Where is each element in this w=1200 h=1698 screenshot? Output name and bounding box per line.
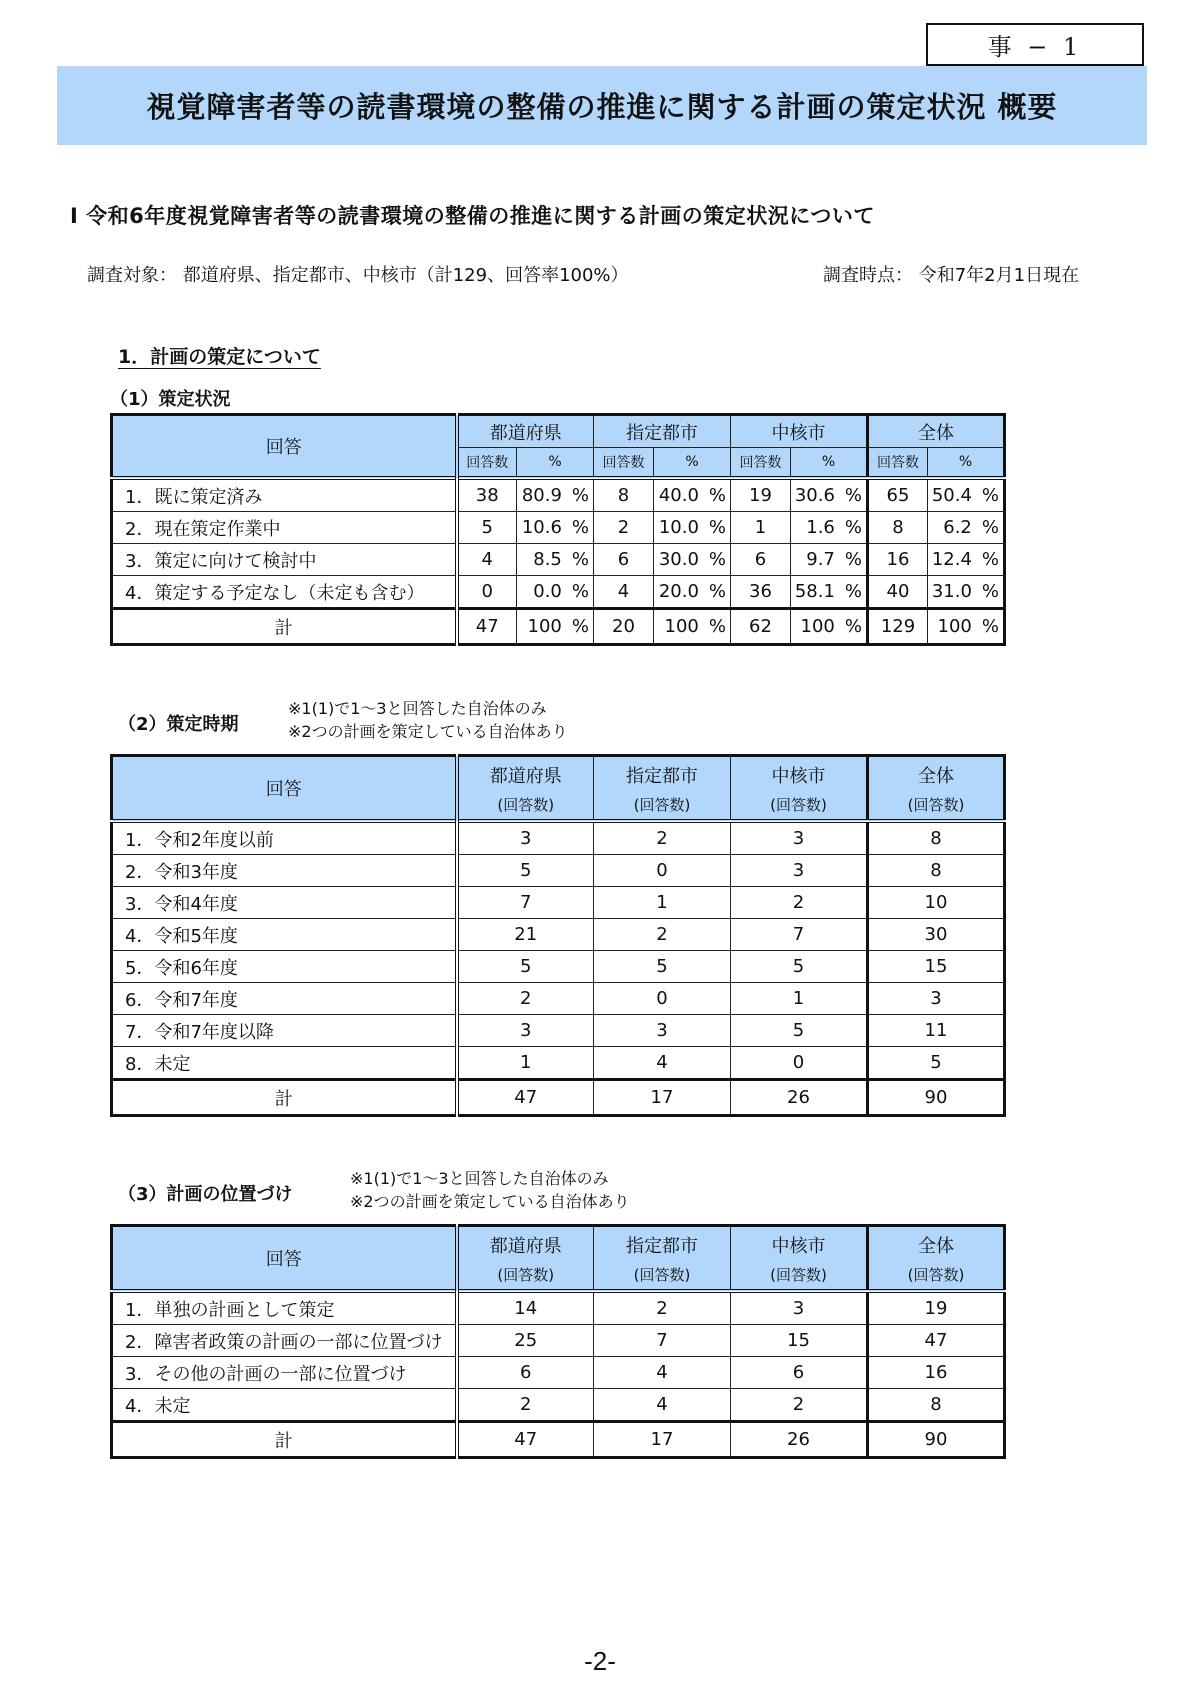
percent-value: 1.6: [806, 517, 835, 538]
col-header-designated-cities: 指定都市 (回答数): [594, 756, 731, 822]
percent-unit: %: [981, 616, 999, 637]
percent-cell: [654, 609, 731, 645]
table2-notes: [288, 697, 568, 743]
row-label: 1．令和2年度以前: [112, 821, 457, 855]
total-row: [112, 609, 1005, 645]
count-cell: 15: [868, 951, 1005, 983]
document-code-badge: 事 − 1: [926, 23, 1144, 66]
total-row: [112, 1422, 1005, 1458]
count-subheader: 回答数: [868, 448, 928, 479]
percent-unit: %: [708, 581, 726, 602]
row-label: 計: [112, 1422, 457, 1458]
percent-value: 12.4: [931, 549, 972, 570]
count-cell: 4: [594, 1047, 731, 1080]
percent-unit: %: [708, 616, 726, 637]
count-cell: 6: [731, 1357, 868, 1389]
percent-value: 100: [937, 616, 972, 637]
count-cell: 5: [731, 1015, 868, 1047]
percent-unit: %: [571, 581, 589, 602]
count-cell: 19: [731, 478, 791, 512]
section-heading: Ⅰ 令和6年度視覚障害者等の読書環境の整備の推進に関する計画の策定状況について: [70, 204, 875, 228]
count-cell: 47: [457, 1080, 594, 1116]
count-cell: 17: [594, 1080, 731, 1116]
table-row: [112, 1357, 1005, 1389]
count-cell: 40: [868, 576, 928, 609]
count-cell: 0: [594, 855, 731, 887]
table1-title: （1）策定状況: [110, 389, 231, 410]
percent-value: 30.0: [658, 549, 699, 570]
percent-unit: %: [571, 485, 589, 506]
count-cell: 1: [594, 887, 731, 919]
percent-subheader: %: [928, 448, 1005, 479]
count-cell: 47: [457, 1422, 594, 1458]
percent-cell: [928, 576, 1005, 609]
percent-unit: %: [708, 549, 726, 570]
table-row: [112, 1389, 1005, 1422]
percent-unit: %: [844, 517, 862, 538]
table3-title: （3）計画の位置づけ: [118, 1184, 293, 1205]
count-cell: 3: [594, 1015, 731, 1047]
percent-subheader: %: [654, 448, 731, 479]
percent-value: 20.0: [658, 581, 699, 602]
table-row: [112, 1047, 1005, 1080]
table3-note-2: ※2つの計画を策定している自治体あり: [350, 1192, 630, 1211]
count-cell: 2: [731, 887, 868, 919]
percent-subheader: %: [517, 448, 594, 479]
percent-value: 50.4: [931, 485, 972, 506]
table-row: [112, 512, 1005, 544]
percent-unit: %: [844, 485, 862, 506]
count-subheader: 回答数: [457, 448, 517, 479]
row-label: 6．令和7年度: [112, 983, 457, 1015]
row-label: 3．その他の計画の一部に位置づけ: [112, 1357, 457, 1389]
row-label: 2．障害者政策の計画の一部に位置づけ: [112, 1325, 457, 1357]
count-cell: 1: [731, 983, 868, 1015]
count-cell: 10: [868, 887, 1005, 919]
percent-value: 31.0: [931, 581, 972, 602]
col-header-core-cities: 中核市 (回答数): [731, 1226, 868, 1292]
percent-value: 58.1: [794, 581, 835, 602]
percent-unit: %: [981, 517, 999, 538]
count-cell: 2: [457, 1389, 594, 1422]
row-label: 2．令和3年度: [112, 855, 457, 887]
count-cell: 4: [594, 1389, 731, 1422]
table-row: [112, 576, 1005, 609]
count-cell: 3: [731, 855, 868, 887]
percent-cell: [654, 544, 731, 576]
answer-header: 回答: [112, 415, 457, 479]
count-cell: 16: [868, 1357, 1005, 1389]
count-cell: 25: [457, 1325, 594, 1357]
count-cell: 11: [868, 1015, 1005, 1047]
count-cell: 17: [594, 1422, 731, 1458]
col-header-total: 全体 (回答数): [868, 756, 1005, 822]
count-subheader: 回答数: [731, 448, 791, 479]
answer-header: 回答: [112, 756, 457, 822]
row-label: 1．単独の計画として策定: [112, 1291, 457, 1325]
count-cell: 30: [868, 919, 1005, 951]
count-cell: 2: [594, 512, 654, 544]
count-cell: 4: [457, 544, 517, 576]
count-cell: 8: [868, 512, 928, 544]
percent-unit: %: [571, 517, 589, 538]
count-cell: 90: [868, 1422, 1005, 1458]
count-cell: 4: [594, 576, 654, 609]
count-cell: 15: [731, 1325, 868, 1357]
count-cell: 8: [868, 821, 1005, 855]
total-row: [112, 1080, 1005, 1116]
count-cell: 62: [731, 609, 791, 645]
answer-header: 回答: [112, 1226, 457, 1292]
table-row: [112, 544, 1005, 576]
row-label: 4．策定する予定なし（未定も含む）: [112, 576, 457, 609]
percent-value: 100: [800, 616, 835, 637]
col-header-designated-cities: 指定都市 (回答数): [594, 1226, 731, 1292]
table-plan-timing: [110, 754, 1006, 1117]
count-cell: 6: [594, 544, 654, 576]
percent-unit: %: [981, 581, 999, 602]
col-header-prefectures: 都道府県 (回答数): [457, 1226, 594, 1292]
percent-cell: [928, 544, 1005, 576]
count-cell: 16: [868, 544, 928, 576]
table-plan-positioning: [110, 1224, 1006, 1459]
table-row: [112, 1015, 1005, 1047]
count-cell: 26: [731, 1080, 868, 1116]
count-cell: 38: [457, 478, 517, 512]
percent-unit: %: [708, 517, 726, 538]
row-label: 計: [112, 1080, 457, 1116]
percent-subheader: %: [791, 448, 868, 479]
table-row: [112, 855, 1005, 887]
row-label: 3．策定に向けて検討中: [112, 544, 457, 576]
count-cell: 3: [457, 821, 594, 855]
col-header-prefectures: 都道府県 (回答数): [457, 756, 594, 822]
count-cell: 5: [457, 855, 594, 887]
table2-note-2: ※2つの計画を策定している自治体あり: [288, 722, 568, 741]
percent-cell: [517, 478, 594, 512]
table-row: [112, 821, 1005, 855]
percent-cell: [517, 576, 594, 609]
percent-cell: [791, 576, 868, 609]
percent-cell: [791, 478, 868, 512]
count-cell: 8: [868, 855, 1005, 887]
table-row: [112, 1325, 1005, 1357]
row-label: 2．現在策定作業中: [112, 512, 457, 544]
percent-cell: [517, 609, 594, 645]
percent-value: 6.2: [943, 517, 972, 538]
row-label: 計: [112, 609, 457, 645]
table-row: [112, 951, 1005, 983]
col-header-core-cities: 中核市 (回答数): [731, 756, 868, 822]
count-cell: 129: [868, 609, 928, 645]
count-cell: 5: [457, 951, 594, 983]
percent-cell: [654, 478, 731, 512]
count-cell: 0: [457, 576, 517, 609]
count-cell: 2: [594, 919, 731, 951]
percent-value: 80.9: [521, 485, 562, 506]
count-cell: 2: [594, 1291, 731, 1325]
count-cell: 3: [731, 821, 868, 855]
percent-cell: [791, 512, 868, 544]
count-cell: 5: [868, 1047, 1005, 1080]
count-cell: 1: [457, 1047, 594, 1080]
count-cell: 6: [457, 1357, 594, 1389]
survey-target: 調査対象： 都道府県、指定都市、中核市（計129、回答率100%）: [87, 265, 629, 286]
count-cell: 3: [457, 1015, 594, 1047]
count-cell: 20: [594, 609, 654, 645]
table3-note-1: ※1(1)で1～3と回答した自治体のみ: [350, 1169, 609, 1188]
count-cell: 19: [868, 1291, 1005, 1325]
count-cell: 5: [594, 951, 731, 983]
count-cell: 36: [731, 576, 791, 609]
percent-cell: [928, 609, 1005, 645]
count-cell: 5: [457, 512, 517, 544]
count-cell: 7: [457, 887, 594, 919]
col-header-total: 全体 (回答数): [868, 1226, 1005, 1292]
count-cell: 47: [868, 1325, 1005, 1357]
count-cell: 7: [731, 919, 868, 951]
count-cell: 65: [868, 478, 928, 512]
count-cell: 7: [594, 1325, 731, 1357]
percent-cell: [928, 512, 1005, 544]
percent-unit: %: [981, 549, 999, 570]
table3-notes: [350, 1167, 630, 1213]
count-cell: 26: [731, 1422, 868, 1458]
count-cell: 6: [731, 544, 791, 576]
percent-cell: [791, 609, 868, 645]
percent-value: 100: [527, 616, 562, 637]
percent-cell: [654, 576, 731, 609]
percent-unit: %: [844, 616, 862, 637]
row-label: 7．令和7年度以降: [112, 1015, 457, 1047]
percent-value: 8.5: [533, 549, 562, 570]
count-cell: 21: [457, 919, 594, 951]
percent-unit: %: [844, 581, 862, 602]
page-number: -2-: [584, 1646, 616, 1676]
count-cell: 2: [594, 821, 731, 855]
table-row: [112, 887, 1005, 919]
percent-value: 40.0: [658, 485, 699, 506]
percent-cell: [791, 544, 868, 576]
table-row: [112, 478, 1005, 512]
row-label: 4．未定: [112, 1389, 457, 1422]
percent-value: 100: [664, 616, 699, 637]
count-cell: 3: [731, 1291, 868, 1325]
row-label: 8．未定: [112, 1047, 457, 1080]
count-cell: 90: [868, 1080, 1005, 1116]
percent-cell: [517, 512, 594, 544]
table-row: [112, 919, 1005, 951]
count-cell: 8: [594, 478, 654, 512]
count-cell: 4: [594, 1357, 731, 1389]
table-plan-status: [110, 413, 1006, 646]
percent-unit: %: [981, 485, 999, 506]
percent-unit: %: [844, 549, 862, 570]
count-cell: 8: [868, 1389, 1005, 1422]
count-cell: 2: [457, 983, 594, 1015]
survey-date: 調査時点： 令和7年2月1日現在: [823, 265, 1080, 286]
count-cell: 2: [731, 1389, 868, 1422]
row-label: 1．既に策定済み: [112, 478, 457, 512]
count-cell: 0: [731, 1047, 868, 1080]
count-subheader: 回答数: [594, 448, 654, 479]
percent-value: 10.0: [658, 517, 699, 538]
row-label: 3．令和4年度: [112, 887, 457, 919]
table2-note-1: ※1(1)で1～3と回答した自治体のみ: [288, 699, 547, 718]
count-cell: 3: [868, 983, 1005, 1015]
percent-unit: %: [571, 549, 589, 570]
row-label: 5．令和6年度: [112, 951, 457, 983]
percent-cell: [654, 512, 731, 544]
percent-value: 0.0: [533, 581, 562, 602]
col-header-core-cities: 中核市: [731, 415, 868, 448]
count-cell: 0: [594, 983, 731, 1015]
percent-cell: [928, 478, 1005, 512]
count-cell: 5: [731, 951, 868, 983]
count-cell: 14: [457, 1291, 594, 1325]
table-row: [112, 983, 1005, 1015]
percent-unit: %: [571, 616, 589, 637]
percent-value: 30.6: [794, 485, 835, 506]
percent-cell: [517, 544, 594, 576]
percent-value: 9.7: [806, 549, 835, 570]
percent-value: 10.6: [521, 517, 562, 538]
col-header-designated-cities: 指定都市: [594, 415, 731, 448]
percent-unit: %: [708, 485, 726, 506]
col-header-total: 全体: [868, 415, 1005, 448]
col-header-prefectures: 都道府県: [457, 415, 594, 448]
count-cell: 47: [457, 609, 517, 645]
page-title: 視覚障害者等の読書環境の整備の推進に関する計画の策定状況 概要: [57, 66, 1147, 145]
count-cell: 1: [731, 512, 791, 544]
row-label: 4．令和5年度: [112, 919, 457, 951]
subsection-heading: 1．計画の策定について: [118, 346, 321, 368]
table-row: [112, 1291, 1005, 1325]
table2-title: （2）策定時期: [118, 714, 239, 735]
